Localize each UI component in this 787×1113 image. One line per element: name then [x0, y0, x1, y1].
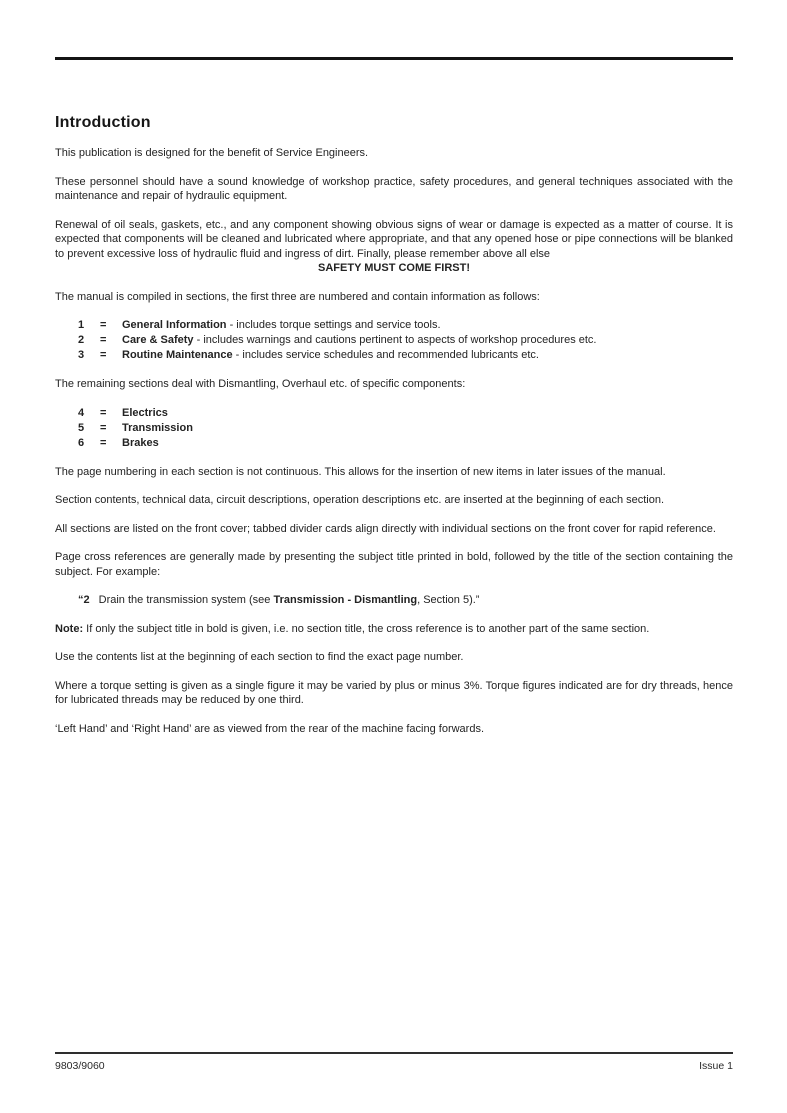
example-bold-title: Transmission - Dismantling	[273, 594, 418, 606]
section-label: Brakes	[122, 436, 159, 449]
section-entry	[122, 421, 733, 436]
top-rule	[55, 57, 733, 60]
list-item-routine-maintenance	[55, 348, 733, 363]
section-number: 5	[78, 421, 85, 434]
equals-sign: =	[100, 406, 107, 419]
section-entry	[122, 348, 733, 363]
issue-number: Issue 1	[699, 1060, 733, 1072]
paragraph-personnel: These personnel should have a sound knowledge of workshop practice, safety procedures, and general techniques associated with the maintenance and repair of hydraulic equipment.	[55, 175, 733, 202]
section-label: Routine Maintenance	[122, 349, 233, 361]
paragraph-publication: This publication is designed for the benefit of Service Engineers.	[55, 147, 369, 159]
safety-banner: SAFETY MUST COME FIRST!	[318, 262, 470, 274]
example-text-end: , Section 5).”	[417, 594, 480, 606]
section-label: Transmission	[122, 421, 193, 434]
section-label: General Information	[122, 319, 227, 331]
document-number: 9803/9060	[55, 1060, 105, 1072]
equals-sign: =	[100, 421, 107, 434]
paragraph-page-numbering: The page numbering in each section is not continuous. This allows for the insertion of new items in later issues of the manual.	[55, 465, 666, 478]
section-description: - includes torque settings and service tools.	[226, 319, 441, 331]
section-entry	[122, 318, 733, 333]
section-entry	[122, 406, 733, 421]
section-description: - includes service schedules and recommended lubricants etc.	[232, 349, 539, 361]
section-number: 3	[78, 349, 85, 361]
equals-sign: =	[100, 349, 107, 361]
paragraph-left-right-hand: ‘Left Hand’ and ‘Right Hand’ are as viewed from the rear of the machine facing forwards.	[55, 722, 485, 735]
section-entry	[122, 436, 733, 451]
cross-reference-example	[55, 593, 733, 608]
paragraph-remaining-sections: The remaining sections deal with Dismantling, Overhaul etc. of specific components:	[55, 378, 466, 390]
example-quote-number: “2	[78, 594, 90, 606]
note-text: If only the subject title in bold is given, i.e. no section title, the cross reference is to another part of the same section.	[83, 622, 650, 635]
numbered-sections-list	[55, 318, 733, 363]
paragraph-note	[55, 622, 733, 637]
section-entry	[122, 333, 733, 348]
paragraph-all-sections: All sections are listed on the front cover; tabbed divider cards align directly with individual sections on the front cover for rapid reference.	[55, 522, 716, 535]
footer-row	[55, 1054, 733, 1074]
paragraph-torque: Where a torque setting is given as a single figure it may be varied by plus or minus 3%. Torque figures indicated are for dry threads, hence for lubricated threads may be reduced by one third.	[55, 679, 733, 706]
section-label: Care & Safety	[122, 334, 194, 346]
list-item-care-safety	[55, 333, 733, 348]
section-number: 2	[78, 334, 85, 346]
section-number: 4	[78, 406, 85, 419]
equals-sign: =	[100, 334, 107, 346]
page-footer	[55, 1052, 733, 1074]
paragraph-manual-sections: The manual is compiled in sections, the first three are numbered and contain information as follows:	[55, 290, 540, 303]
component-sections-list	[55, 406, 733, 451]
note-label: Note:	[55, 622, 84, 635]
page-title: Introduction	[55, 114, 151, 131]
paragraph-section-contents: Section contents, technical data, circuit descriptions, operation descriptions etc. are inserted at the beginning of each section.	[55, 494, 665, 506]
section-label: Electrics	[122, 406, 168, 419]
paragraph-cross-references: Page cross references are generally made by presenting the subject title printed in bold, followed by the title of the section containing the subject. For example:	[55, 551, 733, 578]
section-number: 1	[78, 319, 85, 331]
section-number: 6	[78, 436, 85, 449]
paragraph-contents-list: Use the contents list at the beginning of each section to find the exact page number.	[55, 651, 464, 663]
list-item-transmission	[55, 421, 733, 436]
section-description: - includes warnings and cautions pertinent to aspects of workshop procedures etc.	[193, 334, 597, 346]
equals-sign: =	[100, 436, 107, 449]
list-item-brakes	[55, 436, 733, 451]
equals-sign: =	[100, 319, 107, 331]
paragraph-renewal: Renewal of oil seals, gaskets, etc., and any component showing obvious signs of wear or damage is expected as a matter of course. It is expected that components will be cleaned and lubricated where appropriate, and that any opened hose or pipe connections will be blanked to prevent excessive loss of hydraulic fluid and ingress of dirt. Finally, please remember above all else	[55, 218, 733, 260]
list-item-general-information	[55, 318, 733, 333]
list-item-electrics	[55, 406, 733, 421]
page-content	[55, 0, 733, 736]
example-text: Drain the transmission system (see	[98, 594, 274, 606]
